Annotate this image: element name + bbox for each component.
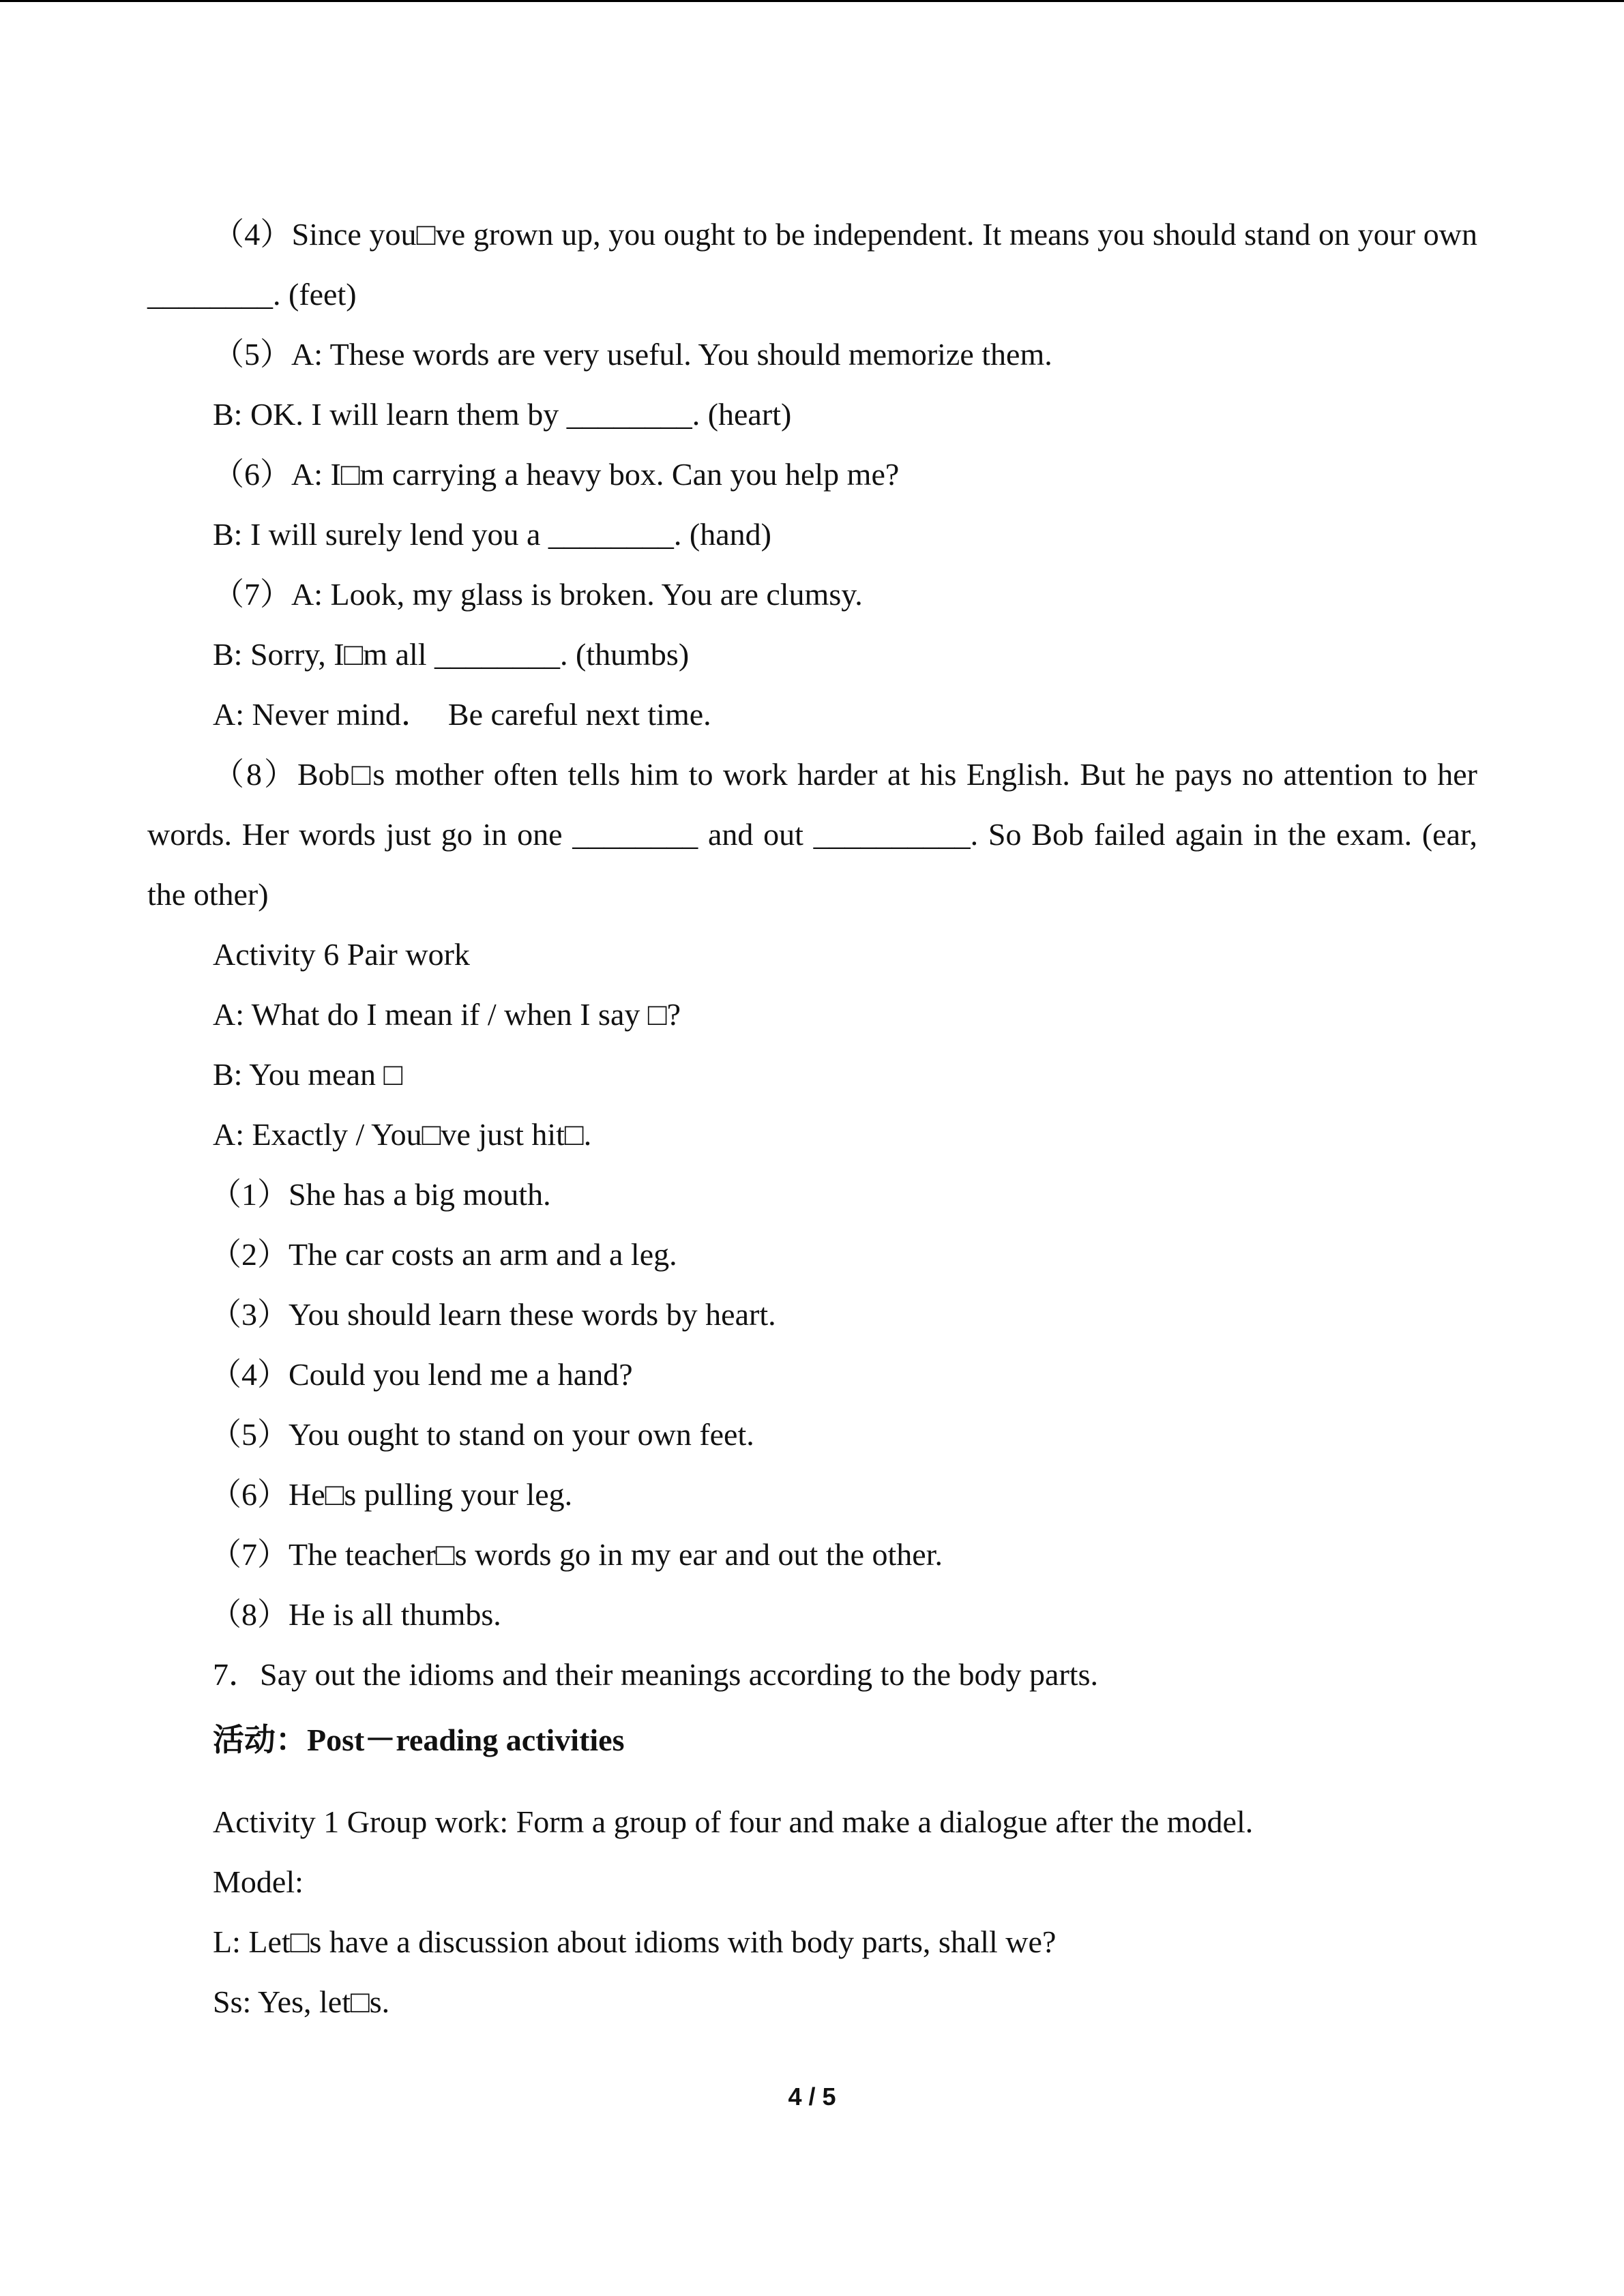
idiom-list-item: （2）The car costs an arm and a leg. (210, 1237, 677, 1272)
task-7-instruction: 7．Say out the idioms and their meanings according to the body parts. (213, 1657, 1098, 1692)
idiom-list-item: （8）He is all thumbs. (210, 1597, 501, 1632)
exercise-5-line-b: B: OK. I will learn them by ________. (heart) (213, 397, 792, 432)
activity-6-line: A: Exactly / You□ve just hit□. (213, 1117, 592, 1152)
page-number: 4 / 5 (788, 2083, 836, 2111)
exercise-5-line-a: （5）A: These words are very useful. You should memorize them. (213, 337, 1052, 372)
idiom-list-item: （6）He□s pulling your leg. (210, 1477, 573, 1512)
exercise-4-sentence: （4）Since you□ve grown up, you ought to be independent. It means you should stand on your own ________. (feet) (147, 217, 1486, 312)
idiom-list-item: （1）She has a big mouth. (210, 1177, 551, 1212)
exercise-7-line-a: （7）A: Look, my glass is broken. You are clumsy. (213, 577, 863, 612)
model-dialogue-line: L: Let□s have a discussion about idioms with body parts, shall we? (213, 1924, 1057, 1959)
exercise-7-line-b: B: Sorry, I□m all ________. (thumbs) (213, 637, 690, 672)
model-dialogue-line: Ss: Yes, let□s. (213, 1984, 390, 2019)
activity-6-line: B: You mean □ (213, 1057, 403, 1092)
activity-1-instruction: Activity 1 Group work: Form a group of four and make a dialogue after the model. (213, 1804, 1254, 1839)
document-page (147, 205, 1486, 2032)
exercise-6-line-b: B: I will surely lend you a ________. (hand) (213, 517, 771, 552)
idiom-list-item: （4）Could you lend me a hand? (210, 1357, 633, 1392)
top-border-line (0, 0, 1624, 2)
idiom-list-item: （5）You ought to stand on your own feet. (210, 1417, 754, 1452)
post-reading-heading: 活动：Post－reading activities (213, 1723, 625, 1757)
exercise-6-line-a: （6）A: I□m carrying a heavy box. Can you help me? (213, 457, 900, 492)
activity-6-line: A: What do I mean if / when I say □? (213, 997, 681, 1032)
exercise-8-paragraph: （8）Bob□s mother often tells him to work harder at his English. But he pays no attention to her words. Her words just go in one ________ and out __________. So Bob failed again in the exam. (ear, the other) (147, 757, 1486, 912)
exercise-7-line-c: A: Never mind． Be careful next time. (213, 697, 711, 732)
idiom-list-item: （7）The teacher□s words go in my ear and out the other. (210, 1537, 943, 1572)
activity-6-title: Activity 6 Pair work (213, 937, 470, 972)
idiom-list-item: （3）You should learn these words by heart. (210, 1297, 776, 1332)
model-label: Model: (213, 1864, 304, 1899)
